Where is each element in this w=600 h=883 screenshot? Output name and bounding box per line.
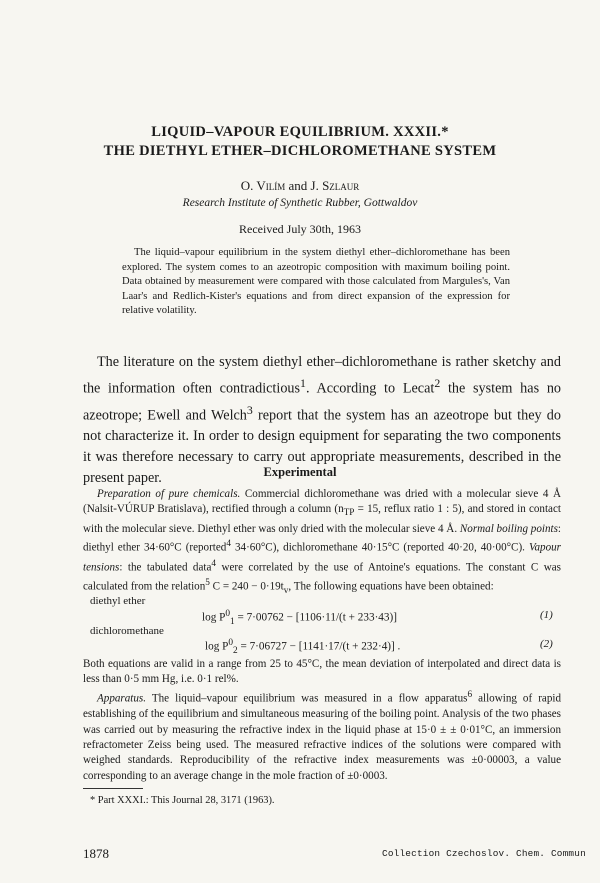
body-text: = 15, reflux ratio 1 : 5), and stored in contact with the molecular sieve. Diethyl ether was only dried with the molecular sieve 4 Å. <box>83 503 561 536</box>
page-number: 1878 <box>83 846 109 861</box>
authors <box>0 178 600 194</box>
subscript: v <box>283 585 289 596</box>
paper-title-line-2: THE DIETHYL ETHER–DICHLOROMETHANE SYSTEM <box>103 143 497 159</box>
equation-2 <box>205 638 400 656</box>
ref-mark: 1 <box>300 376 306 390</box>
run-in-heading: Vapour tensions <box>83 542 561 574</box>
equation-2-label: dichloromethane <box>90 625 164 637</box>
run-in-heading: Normal boiling points <box>459 523 558 536</box>
body-text: Commercial dichloromethane was dried with a molecular sieve 4 Å (Nalsit-VÚRUP Bratislava), rectified through a column (n <box>83 488 561 516</box>
body-text: : the tabulated data <box>119 561 212 574</box>
section-heading: Experimental <box>263 465 337 479</box>
footnote-rule <box>83 788 143 789</box>
body-text: The liquid–vapour equilibrium was measured in a flow apparatus <box>146 692 468 705</box>
author-1: O. Vilím <box>240 178 286 193</box>
received-date: Received July 30th, 1963 <box>239 222 361 236</box>
footnote: * Part XXXI.: This Journal 28, 3171 (1963). <box>90 795 275 806</box>
ref-mark: 6 <box>467 690 473 700</box>
ref-mark: 5 <box>205 577 210 588</box>
ref-mark: 4 <box>211 558 217 569</box>
body-text: 34·60°C), dichloromethane 40·15°C (reported 40·20, 40·00°C). <box>230 542 529 555</box>
abstract: The liquid–vapour equilibrium in the system diethyl ether–dichloromethane has been explored. The system comes to an azeotropic composition with maximum boiling point. Data obtained by measurement were compared with those calculated from Margules's, Van Laar's and Redlich-Kister's equations and from direct expansion of the expression for relative volatility. <box>122 247 510 317</box>
run-in-heading: Preparation of pure chemicals. <box>97 488 241 500</box>
body-text: , The following equations have been obtained: <box>288 580 494 593</box>
eq-lhs: log P <box>202 611 226 624</box>
equation-1 <box>202 609 397 627</box>
author-separator: and <box>285 178 311 193</box>
run-in-heading: Apparatus. <box>97 692 147 705</box>
subscript: TP <box>343 508 355 519</box>
body-text: : diethyl ether 34·60°C (reported <box>83 523 561 555</box>
intro-text: report that the system has an azeotrope but they do not characterize it. In order to design equipment for separating the two components it was therefore necessary to carry out appropriate measurements, described in the present paper. <box>83 407 561 487</box>
body-text: allowing of rapid establishing of the equilibrium and simultaneous measuring of the boiling point. Analysis of the two phases was carried out by measuring the refractive index in the liquid phase at 15·0 ± ± 0·01°C, an immersion refractometer Zeiss being used. The measured refractive indices of the solutions were compared with weighed standards. Reproducibility of the refractive index measurements was ±0·00003, a value corresponding to an average change in the mole fraction of ±0·0003. <box>83 692 561 782</box>
eq-sup: 0 <box>228 638 233 648</box>
intro-text: the system has no azeotrope; Ewell and Welch <box>83 380 562 424</box>
body-text: were correlated by the use of Antoine's equations. The constant C was calculated from the relation <box>83 561 562 593</box>
eq-lhs: log P <box>205 640 229 653</box>
institute: Research Institute of Synthetic Rubber, Gottwaldov <box>182 197 418 209</box>
author-2: J. Szlaur <box>310 178 360 193</box>
eq-sub: 2 <box>233 645 238 656</box>
intro-text: . According to Lecat <box>305 380 435 397</box>
ref-mark: 4 <box>226 539 231 550</box>
equation-1-label: diethyl ether <box>90 595 146 607</box>
intro-text: The literature on the system diethyl ether–dichloromethane is rather sketchy and the information often contradictious <box>83 354 561 397</box>
journal-name: Collection Czechoslov. Chem. Commun <box>382 848 586 859</box>
paper-title-line-1: LIQUID–VAPOUR EQUILIBRIUM. XXXII.* <box>151 124 449 140</box>
ref-mark: 2 <box>434 376 441 390</box>
eq-rhs: = 7·00762 − [1106·11/(t + 233·43)] <box>234 611 397 624</box>
apparatus-paragraph <box>83 688 561 784</box>
preparation-paragraph <box>83 487 561 599</box>
equation-2-number: (2) <box>540 638 553 650</box>
body-text: C = 240 − 0·19t <box>209 580 284 593</box>
equation-1-number: (1) <box>540 609 553 621</box>
ref-mark: 3 <box>246 402 253 417</box>
eq-sub: 1 <box>230 616 235 627</box>
validity-paragraph: Both equations are valid in a range from 25 to 45°C, the mean deviation of interpolated and direct data is less than 0·5 mm Hg, i.e. 0·1 rel%. <box>83 658 561 686</box>
eq-rhs: = 7·06727 − [1141·17/(t + 232·4)] . <box>237 640 401 653</box>
eq-sup: 0 <box>225 609 230 619</box>
